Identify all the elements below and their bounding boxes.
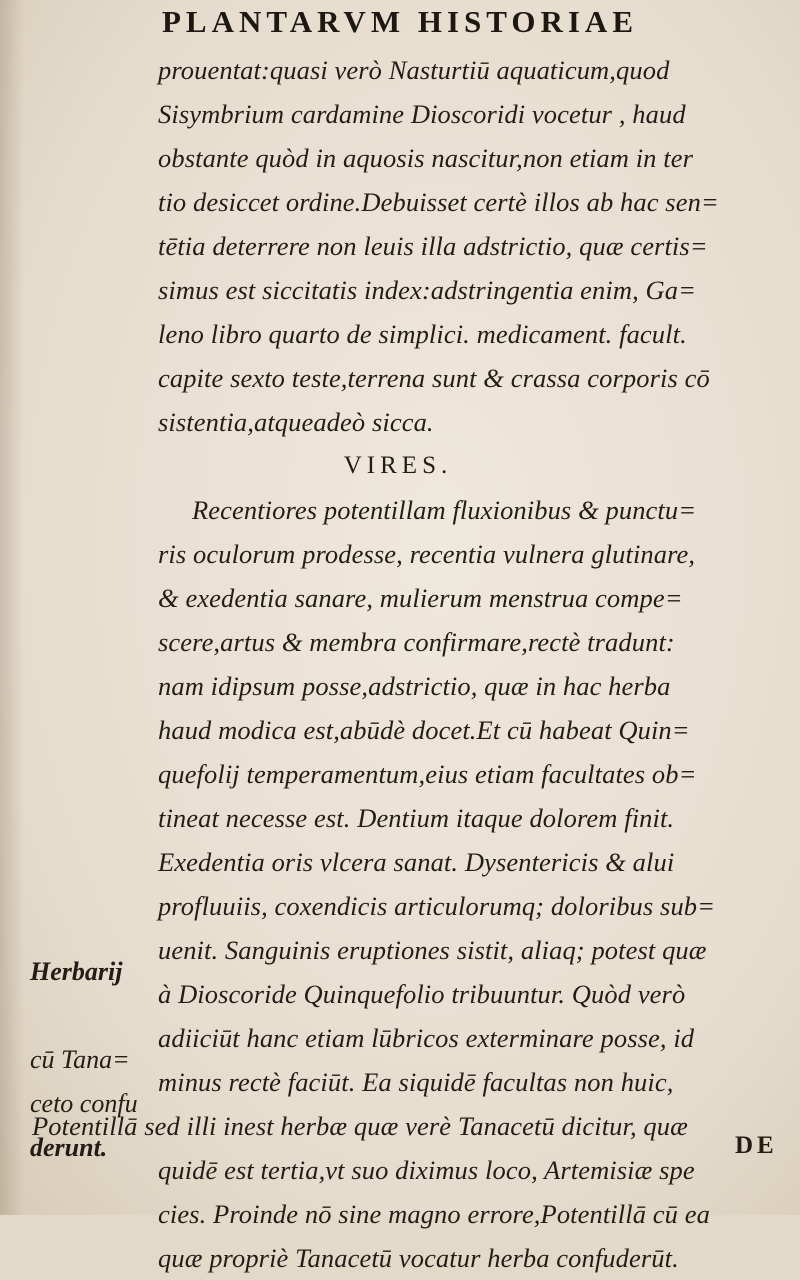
marginal-note: ceto confu bbox=[30, 1089, 138, 1118]
text-line: Sisymbrium cardamine Dioscoridi vocetur , haud bbox=[158, 99, 686, 129]
text-line: Exedentia oris vlcera sanat. Dysentericis & alui bbox=[158, 847, 675, 877]
marginal-note: derunt. bbox=[30, 1133, 108, 1162]
text-line: Potentillā sed illi inest herbæ quæ verè Tanacetū dicitur, quæ bbox=[32, 1111, 688, 1141]
text-line: Recentiores potentillam fluxionibus & punctu= bbox=[192, 495, 697, 525]
text-line: cies. Proinde nō sine magno errore,Potentillā cū ea bbox=[158, 1199, 710, 1229]
text-line: à Dioscoride Quinquefolio tribuuntur. Quòd verò bbox=[158, 979, 686, 1009]
running-head: PLANTARVM HISTORIAE bbox=[161, 4, 638, 39]
text-line: adiiciūt hanc etiam lūbricos exterminare posse, id bbox=[158, 1023, 695, 1053]
text-line: sistentia,atqueadeò sicca. bbox=[158, 407, 434, 437]
text-line: quidē est tertia,vt suo diximus loco, Artemisiæ spe bbox=[158, 1155, 695, 1185]
text-line: scere,artus & membra confirmare,rectè tradunt: bbox=[158, 627, 675, 657]
text-line: minus rectè faciūt. Ea siquidē facultas non huic, bbox=[158, 1067, 674, 1097]
text-line: prouentat:quasi verò Nasturtiū aquaticum,quod bbox=[158, 55, 670, 85]
text-line: quefolij temperamentum,eius etiam facultates ob= bbox=[158, 759, 697, 789]
text-line: capite sexto teste,terrena sunt & crassa corporis cō bbox=[158, 363, 710, 393]
text-line: profluuiis, coxendicis articulorumq; doloribus sub= bbox=[158, 891, 716, 921]
text-line: uenit. Sanguinis eruptiones sistit, aliaq; potest quæ bbox=[158, 935, 707, 965]
text-line: tētia deterrere non leuis illa adstrictio, quæ certis= bbox=[158, 231, 708, 261]
text-line: leno libro quarto de simplici. medicament. facult. bbox=[158, 319, 687, 349]
text-line: obstante quòd in aquosis nascitur,non etiam in ter bbox=[158, 143, 693, 173]
catchword: DE bbox=[735, 1132, 778, 1159]
text-line: simus est siccitatis index:adstringentia enim, Ga= bbox=[158, 275, 697, 305]
marginal-note: Herbarij bbox=[30, 957, 123, 986]
page-gutter-shadow bbox=[0, 0, 24, 1215]
text-line: haud modica est,abūdè docet.Et cū habeat Quin= bbox=[158, 715, 690, 745]
text-line: quæ propriè Tanacetū vocatur herba confuderūt. bbox=[158, 1243, 679, 1273]
text-line: tineat necesse est. Dentium itaque dolorem finit. bbox=[158, 803, 675, 833]
text-line: ris oculorum prodesse, recentia vulnera glutinare, bbox=[158, 539, 696, 569]
section-heading: VIRES. bbox=[343, 452, 453, 479]
text-line: nam idipsum posse,adstrictio, quæ in hac herba bbox=[158, 671, 671, 701]
marginal-note: cū Tana= bbox=[30, 1045, 130, 1074]
text-line: & exedentia sanare, mulierum menstrua compe= bbox=[158, 583, 683, 613]
text-line: tio desiccet ordine.Debuisset certè illos ab hac sen= bbox=[158, 187, 719, 217]
